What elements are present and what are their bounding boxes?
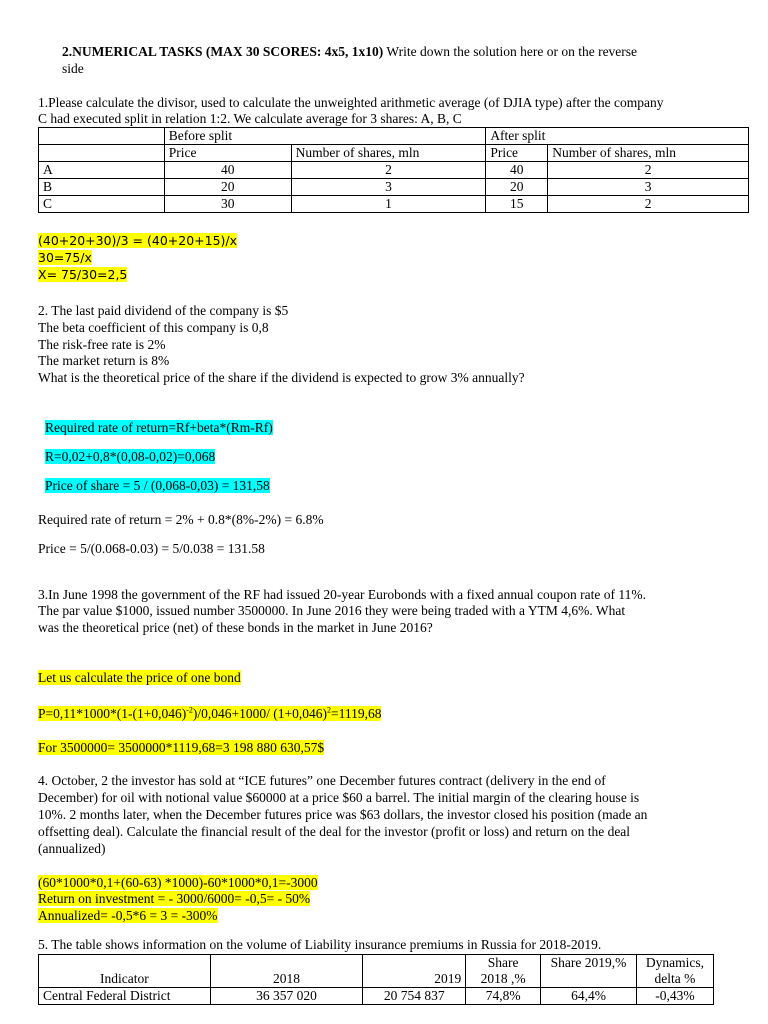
task2-text-line3: The risk-free rate is 2% xyxy=(38,337,166,352)
table-row xyxy=(39,179,749,196)
task1-text-line2: C had executed split in relation 1:2. We calculate average for 3 shares: A, B, C xyxy=(38,111,462,126)
task3-text-line3: was the theoretical price (net) of these bonds in the market in June 2016? xyxy=(38,620,433,635)
header-indicator: Indicator xyxy=(39,955,211,988)
task4-text-line1: 4. October, 2 the investor has sold at “ICE futures” one December futures contract (delivery in the end of xyxy=(38,773,606,788)
cell-shares-after: 2 xyxy=(548,162,749,179)
table-row xyxy=(39,145,749,162)
task2-solution-line2: R=0,02+0,8*(0,08-0,02)=0,068 xyxy=(45,449,216,464)
page-heading xyxy=(62,44,637,61)
cell-share-2018: 74,8% xyxy=(466,988,541,1005)
task4-solution-line3: Annualized= -0,5*6 = 3 = -300% xyxy=(38,908,218,923)
cell-price-after: 15 xyxy=(486,196,548,213)
table-cell xyxy=(39,128,165,145)
cell-shares-before: 1 xyxy=(291,196,486,213)
cell-shares-after: 3 xyxy=(548,179,749,196)
task5-text-line1: 5. The table shows information on the volume of Liability insurance premiums in Russia for 2018-2019. xyxy=(38,937,602,952)
group-before-split: Before split xyxy=(164,128,486,145)
task3-text-line2: The par value $1000, issued number 3500000. In June 2016 they were being traded with a YTM 4,6%. What xyxy=(38,603,626,618)
task2-alt-line1: Required rate of return = 2% + 0.8*(8%-2%) = 6.8% xyxy=(38,512,324,527)
task2-text-line2: The beta coefficient of this company is 0,8 xyxy=(38,320,269,335)
col-price-after: Price xyxy=(486,145,548,162)
task1-table xyxy=(38,127,749,213)
task2-text-line1: 2. The last paid dividend of the company is $5 xyxy=(38,303,289,318)
cell-share-2019: 64,4% xyxy=(541,988,637,1005)
heading-line2: side xyxy=(62,61,84,76)
cell-shares-after: 2 xyxy=(548,196,749,213)
cell-price-after: 40 xyxy=(486,162,548,179)
task4-solution-line1: (60*1000*0,1+(60-63) *1000)-60*1000*0,1=-3000 xyxy=(38,875,318,890)
cell-shares-before: 3 xyxy=(291,179,486,196)
task2-solution-line1: Required rate of return=Rf+beta*(Rm-Rf) xyxy=(45,420,273,435)
task4-text-line3: 10%. 2 months later, when the December futures price was $63 dollars, the investor closed his position (made an xyxy=(38,807,648,822)
header-2018: 2018 xyxy=(210,955,363,988)
cell-price-before: 20 xyxy=(164,179,291,196)
task3-bond-formula: $P=0,11*1000*(1-(1+0,046)^{-2})/0,046+1000/$ $(1+0,046)^2=1119,68$ xyxy=(38,705,382,721)
table-cell xyxy=(39,145,165,162)
table-row xyxy=(39,128,749,145)
cell-dynamics: -0,43% xyxy=(636,988,713,1005)
table-row xyxy=(39,162,749,179)
header-share-2018: Share 2018 ,% xyxy=(466,955,541,988)
task1-solution-line2: 30=75/x xyxy=(38,250,92,265)
task4-text-line2: December) for oil with notional value $60000 at a price $60 a barrel. The initial margin of the clearing house is xyxy=(38,790,640,805)
group-after-split: After split xyxy=(486,128,749,145)
cell-price-after: 20 xyxy=(486,179,548,196)
task1-solution-line3: X= 75/30=2,5 xyxy=(38,267,128,282)
task2-alt-line2: Price = 5/(0.068-0.03) = 5/0.038 = 131.58 xyxy=(38,541,265,556)
task3-total: For 3500000= 3500000*1119,68=3 198 880 630,57$ xyxy=(38,740,325,755)
task1-solution-line1: (40+20+30)/3 = (40+20+15)/x xyxy=(38,233,238,248)
row-name: A xyxy=(39,162,165,179)
col-shares-after: Number of shares, mln xyxy=(548,145,749,162)
task3-solution-intro: Let us calculate the price of one bond xyxy=(38,670,241,685)
row-name: B xyxy=(39,179,165,196)
task4-text-line5: (annualized) xyxy=(38,841,106,856)
header-share-2019: Share 2019,% xyxy=(541,955,637,988)
heading-rest: Write down the solution here or on the reverse xyxy=(383,44,638,59)
table-row xyxy=(39,988,714,1005)
header-2019: 2019 xyxy=(363,955,466,988)
cell-2018: 36 357 020 xyxy=(210,988,363,1005)
cell-price-before: 30 xyxy=(164,196,291,213)
table-row xyxy=(39,196,749,213)
task1-text-line1: 1.Please calculate the divisor, used to calculate the unweighted arithmetic average (of DJIA type) after the company xyxy=(38,95,664,110)
col-shares-before: Number of shares, mln xyxy=(291,145,486,162)
task5-table xyxy=(38,954,714,1005)
task2-text-line5: What is the theoretical price of the share if the dividend is expected to grow 3% annually? xyxy=(38,370,525,385)
col-price-before: Price xyxy=(164,145,291,162)
row-name: C xyxy=(39,196,165,213)
heading-bold: 2.NUMERICAL TASKS (MAX 30 SCORES: 4x5, 1x10) xyxy=(62,44,384,59)
header-dynamics: Dynamics, delta % xyxy=(636,955,713,988)
cell-2019: 20 754 837 xyxy=(363,988,466,1005)
task4-text-line4: offsetting deal). Calculate the financial result of the deal for the investor (profit or loss) and return on the deal xyxy=(38,824,631,839)
cell-indicator: Central Federal District xyxy=(39,988,211,1005)
task2-text-line4: The market return is 8% xyxy=(38,353,170,368)
cell-price-before: 40 xyxy=(164,162,291,179)
table-header-row xyxy=(39,955,714,988)
task2-solution-line3: Price of share = 5 / (0,068-0,03) = 131,58 xyxy=(45,478,270,493)
cell-shares-before: 2 xyxy=(291,162,486,179)
task3-text-line1: 3.In June 1998 the government of the RF had issued 20-year Eurobonds with a fixed annual coupon rate of 11%. xyxy=(38,587,646,602)
task4-solution-line2: Return on investment = - 3000/6000= -0,5= - 50% xyxy=(38,891,311,906)
